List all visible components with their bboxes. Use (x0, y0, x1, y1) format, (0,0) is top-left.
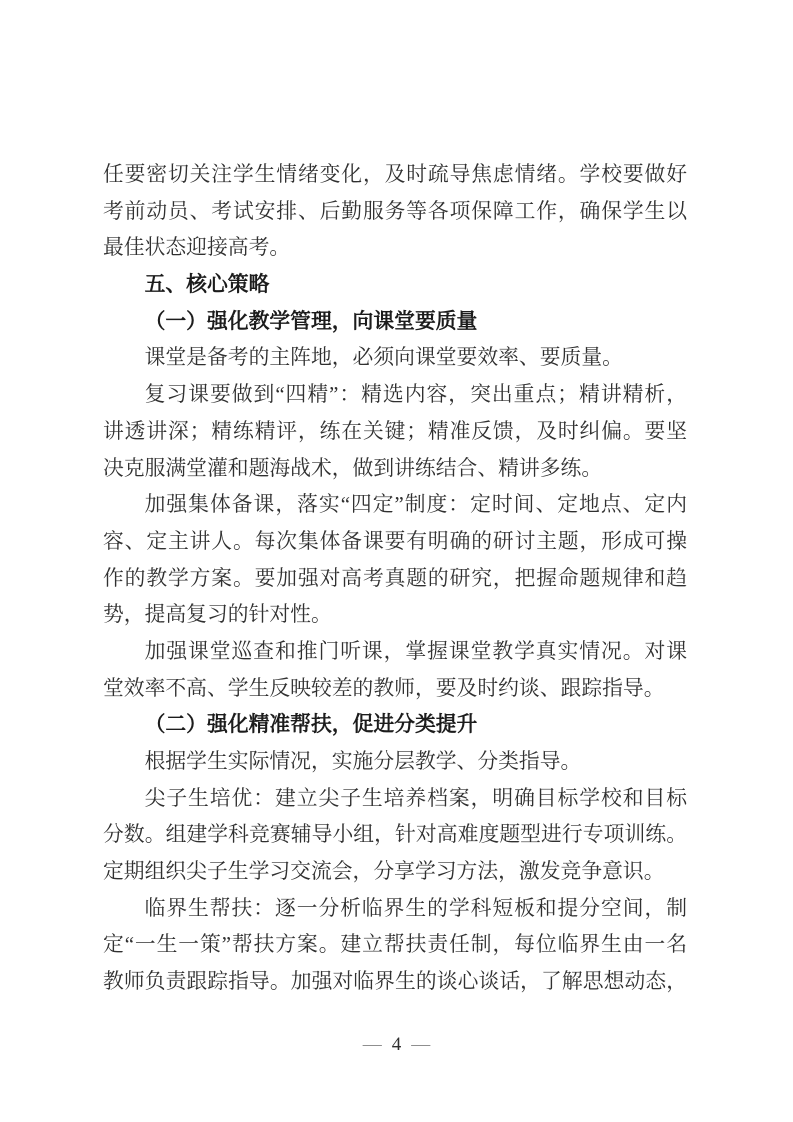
text-line: 定“一生一策”帮扶方案。建立帮扶责任制，每位临界生由一名 (103, 933, 687, 957)
text-line: 课堂是备考的主阵地，必须向课堂要效率、要质量。 (144, 346, 623, 370)
text-line: 复习课要做到“四精”：精选内容，突出重点；精讲精析， (144, 383, 687, 407)
text-line: 容、定主讲人。每次集体备课要有明确的研讨主题，形成可操 (103, 529, 687, 553)
page-footer (0, 1032, 793, 1058)
heading-line: 五、核心策略 (144, 273, 270, 297)
text-line: 加强课堂巡查和推门听课，掌握课堂教学真实情况。对课 (144, 639, 687, 663)
text-line: 尖子生培优：建立尖子生培养档案，明确目标学校和目标 (144, 786, 687, 810)
text-line: 临界生帮扶：逐一分析临界生的学科短板和提分空间，制 (144, 896, 687, 920)
text-line: 作的教学方案。要加强对高考真题的研究，把握命题规律和趋 (103, 566, 687, 590)
text-line: 考前动员、考试安排、后勤服务等各项保障工作，确保学生以 (103, 199, 687, 223)
heading-line: （一）强化教学管理，向课堂要质量 (144, 309, 478, 333)
text-line: 最佳状态迎接高考。 (103, 236, 291, 260)
text-line: 堂效率不高、学生反映较差的教师，要及时约谈、跟踪指导。 (103, 676, 665, 700)
text-line: 定期组织尖子生学习交流会，分享学习方法，激发竞争意识。 (103, 860, 665, 884)
text-line: 任要密切关注学生情绪变化，及时疏导焦虑情绪。学校要做好 (103, 163, 687, 186)
text-line: 决克服满堂灌和题海战术，做到讲练结合、精讲多练。 (103, 456, 603, 480)
document-body (103, 157, 687, 1001)
text-line: 讲透讲深；精练精评，练在关键；精准反馈，及时纠偏。要坚 (103, 419, 687, 443)
text-line: 分数。组建学科竞赛辅导小组，针对高难度题型进行专项训练。 (103, 823, 687, 847)
page-number: 4 (391, 1034, 402, 1055)
text-line: 加强集体备课，落实“四定”制度：定时间、定地点、定内 (144, 493, 687, 517)
footer-dash-left: — (362, 1034, 382, 1055)
text-line: 根据学生实际情况，实施分层教学、分类指导。 (144, 750, 582, 773)
text-line: 势，提高复习的针对性。 (103, 603, 332, 627)
text-line: 教师负责跟踪指导。加强对临界生的谈心谈话，了解思想动态， (103, 970, 687, 994)
footer-dash-right: — (411, 1034, 431, 1055)
heading-line: （二）强化精准帮扶，促进分类提升 (144, 713, 478, 737)
